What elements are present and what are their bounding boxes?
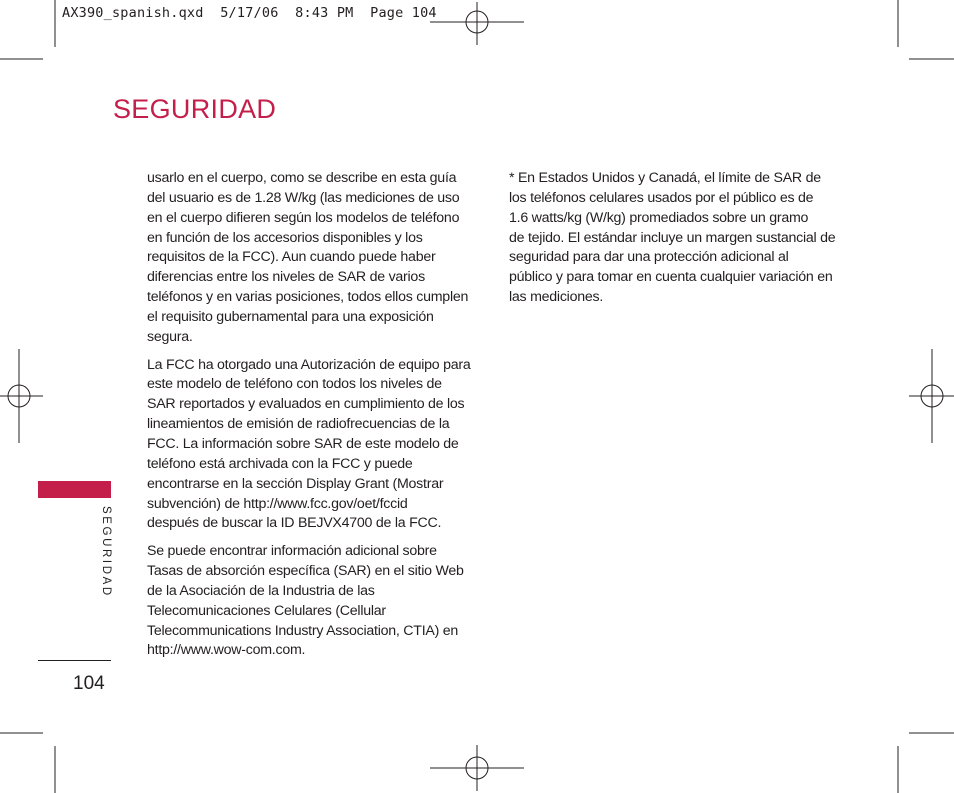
paragraph: [147, 542, 482, 661]
text-line: teléfono está archivada con la FCC y puede: [147, 455, 413, 472]
paragraph: [147, 169, 482, 348]
text-line: teléfonos y en varias posiciones, todos ellos cumplen: [147, 289, 469, 306]
text-line: subvención) de http://www.fcc.gov/oet/fccid: [147, 495, 408, 512]
right-column: [509, 169, 849, 316]
text-line: los teléfonos celulares usados por el público es de: [509, 189, 814, 206]
text-line: después de buscar la ID BEJVX4700 de la FCC.: [147, 515, 442, 532]
text-line: diferencias entre los niveles de SAR de varios: [147, 269, 425, 286]
registration-mark-top: [430, 2, 524, 45]
paragraph: [147, 356, 482, 535]
registration-mark-right: [909, 349, 954, 443]
text-line: de tejido. El estándar incluye un margen sustancial de: [509, 229, 836, 246]
text-line: * En Estados Unidos y Canadá, el límite de SAR de: [509, 170, 821, 186]
text-line: segura.: [147, 328, 193, 345]
text-line: el requisito gubernamental para una exposición: [147, 308, 434, 325]
section-tab: [38, 481, 111, 498]
left-column: [147, 169, 482, 669]
text-line: público y para tomar en cuenta cualquier variación en: [509, 269, 833, 286]
text-line: Telecomunicaciones Celulares (Cellular: [147, 602, 386, 619]
side-section-label: SEGURIDAD: [100, 506, 112, 598]
text-line: lineamientos de emisión de radiofrecuencias de la: [147, 416, 450, 433]
print-slug: AX390_spanish.qxd 5/17/06 8:43 PM Page 104: [62, 5, 437, 21]
page-title: SEGURIDAD: [113, 94, 277, 124]
registration-mark-bottom: [430, 745, 524, 791]
text-line: este modelo de teléfono con todos los niveles de: [147, 376, 442, 393]
text-line: encontrarse en la sección Display Grant (Mostrar: [147, 475, 444, 492]
text-line: http://www.wow-com.com.: [147, 642, 306, 659]
footnote-paragraph: [509, 169, 849, 308]
text-line: SAR reportados y evaluados en cumplimiento de los: [147, 396, 465, 413]
page-number: 104: [73, 673, 105, 694]
footer-rule: [38, 660, 111, 661]
text-line: del usuario es de 1.28 W/kg (las mediciones de uso: [147, 189, 460, 206]
registration-mark-left: [0, 349, 43, 443]
text-line: las mediciones.: [509, 289, 604, 306]
text-line: seguridad para dar una protección adicional al: [509, 249, 789, 266]
text-line: FCC. La información sobre SAR de este modelo de: [147, 435, 459, 452]
text-line: de la Asociación de la Industria de las: [147, 582, 375, 599]
text-line: La FCC ha otorgado una Autorización de equipo para: [147, 356, 471, 373]
text-line: Tasas de absorción específica (SAR) en el sitio Web: [147, 563, 464, 580]
text-line: Telecommunications Industry Association, CTIA) en: [147, 622, 459, 639]
text-line: usarlo en el cuerpo, como se describe en esta guía: [147, 170, 457, 186]
text-line: Se puede encontrar información adicional sobre: [147, 543, 437, 560]
text-line: requisitos de la FCC). Aun cuando puede haber: [147, 249, 436, 266]
text-line: en el cuerpo difieren según los modelos de teléfono: [147, 209, 460, 226]
text-line: 1.6 watts/kg (W/kg) promediados sobre un gramo: [509, 209, 809, 226]
text-line: en función de los accesorios disponibles y los: [147, 229, 423, 246]
